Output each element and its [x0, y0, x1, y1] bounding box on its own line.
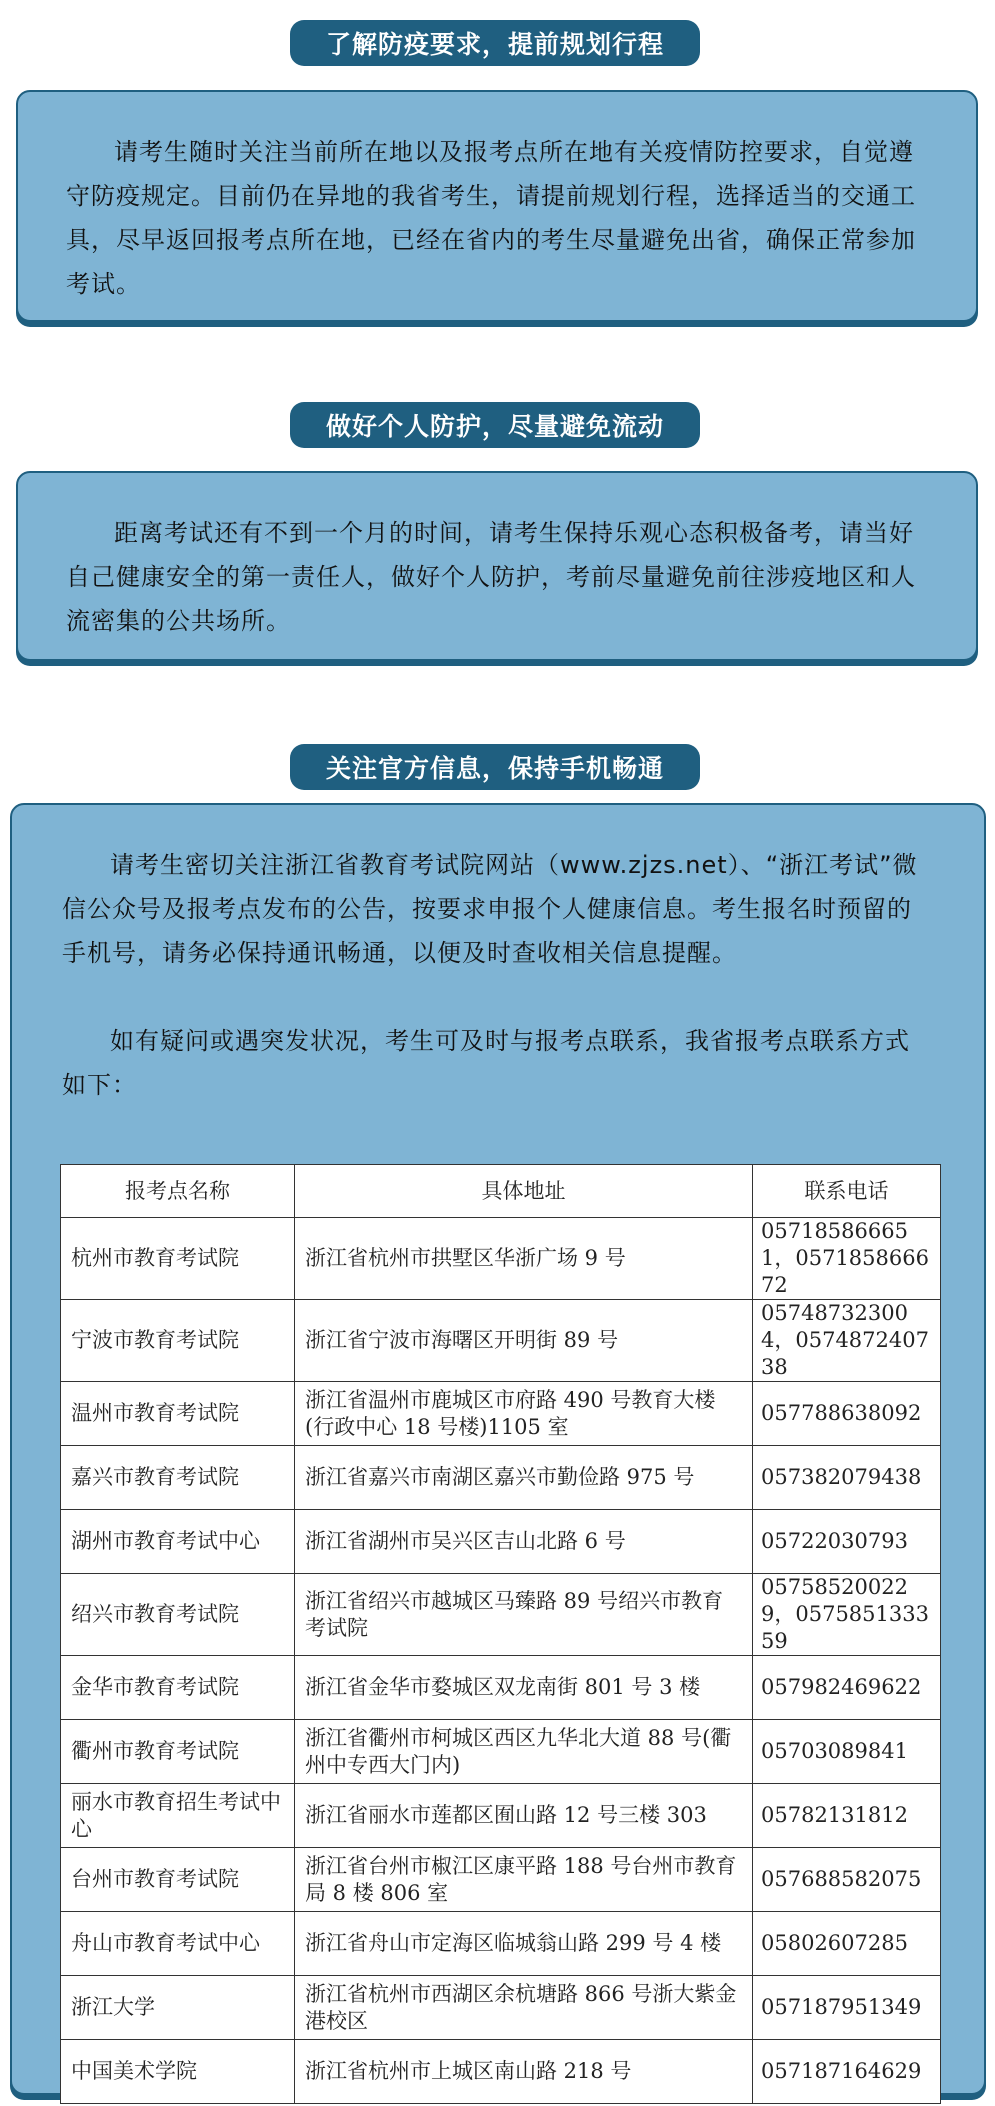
cell-phone: 057487323004，057487240738: [753, 1300, 941, 1382]
cell-name: 杭州市教育考试院: [61, 1218, 295, 1300]
cell-name: 中国美术学院: [61, 2040, 295, 2104]
table-row: [61, 1848, 941, 1912]
header-name: 报考点名称: [61, 1165, 295, 1218]
table-row: [61, 1510, 941, 1574]
cell-name: 丽水市教育招生考试中心: [61, 1784, 295, 1848]
table-row: [61, 1574, 941, 1656]
cell-name: 金华市教育考试院: [61, 1656, 295, 1720]
cell-name: 绍兴市教育考试院: [61, 1574, 295, 1656]
cell-phone: 057982469622: [753, 1656, 941, 1720]
cell-address: 浙江省温州市鹿城区市府路 490 号教育大楼(行政中心 18 号楼)1105 室: [295, 1382, 753, 1446]
section-box-3: [10, 803, 986, 2095]
section-2-paragraph: 距离考试还有不到一个月的时间，请考生保持乐观心态积极备考，请当好自己健康安全的第一责任人，做好个人防护，考前尽量避免前往涉疫地区和人流密集的公共场所。: [66, 519, 916, 635]
cell-name: 衢州市教育考试院: [61, 1720, 295, 1784]
cell-address: 浙江省金华市婺城区双龙南街 801 号 3 楼: [295, 1656, 753, 1720]
table-header-row: [61, 1165, 941, 1218]
section-title-1: 了解防疫要求，提前规划行程: [290, 20, 700, 66]
cell-phone: 057688582075: [753, 1848, 941, 1912]
header-address: 具体地址: [295, 1165, 753, 1218]
section-1-paragraph: 请考生随时关注当前所在地以及报考点所在地有关疫情防控要求，自觉遵守防疫规定。目前仍在异地的我省考生，请提前规划行程，选择适当的交通工具，尽早返回报考点所在地，已经在省内的考生尽量避免出省，确保正常参加考试。: [66, 138, 916, 298]
table-row: [61, 1218, 941, 1300]
cell-name: 湖州市教育考试中心: [61, 1510, 295, 1574]
cell-name: 舟山市教育考试中心: [61, 1912, 295, 1976]
cell-address: 浙江省绍兴市越城区马臻路 89 号绍兴市教育考试院: [295, 1574, 753, 1656]
section-box-2: [16, 471, 978, 661]
cell-address: 浙江省杭州市上城区南山路 218 号: [295, 2040, 753, 2104]
section-3-paragraph-1: 请考生密切关注浙江省教育考试院网站（www.zjzs.net）、“浙江考试”微信公众号及报考点发布的公告，按要求申报个人健康信息。考生报名时预留的手机号，请务必保持通讯畅通，以便及时查收相关信息提醒。: [62, 851, 918, 967]
cell-name: 浙江大学: [61, 1976, 295, 2040]
table-row: [61, 1784, 941, 1848]
table-row: [61, 1912, 941, 1976]
table-row: [61, 2040, 941, 2104]
cell-address: 浙江省丽水市莲都区囿山路 12 号三楼 303: [295, 1784, 753, 1848]
cell-name: 台州市教育考试院: [61, 1848, 295, 1912]
section-title-2: 做好个人防护，尽量避免流动: [290, 402, 700, 448]
cell-phone: 05782131812: [753, 1784, 941, 1848]
cell-phone: 057382079438: [753, 1446, 941, 1510]
table-row: [61, 1446, 941, 1510]
table-row: [61, 1656, 941, 1720]
cell-address: 浙江省宁波市海曙区开明街 89 号: [295, 1300, 753, 1382]
cell-address: 浙江省杭州市西湖区余杭塘路 866 号浙大紫金港校区: [295, 1976, 753, 2040]
contact-table: [60, 1164, 941, 2104]
cell-name: 宁波市教育考试院: [61, 1300, 295, 1382]
table-row: [61, 1382, 941, 1446]
cell-phone: 057788638092: [753, 1382, 941, 1446]
cell-name: 温州市教育考试院: [61, 1382, 295, 1446]
cell-phone: 05722030793: [753, 1510, 941, 1574]
cell-address: 浙江省嘉兴市南湖区嘉兴市勤俭路 975 号: [295, 1446, 753, 1510]
cell-phone: 057185866651，057185866672: [753, 1218, 941, 1300]
cell-address: 浙江省衢州市柯城区西区九华北大道 88 号(衢州中专西大门内): [295, 1720, 753, 1784]
table-row: [61, 1976, 941, 2040]
table-row: [61, 1720, 941, 1784]
header-phone: 联系电话: [753, 1165, 941, 1218]
cell-address: 浙江省湖州市吴兴区吉山北路 6 号: [295, 1510, 753, 1574]
section-box-1: [16, 90, 978, 322]
table-row: [61, 1300, 941, 1382]
cell-phone: 057187951349: [753, 1976, 941, 2040]
section-3-paragraph-2: 如有疑问或遇突发状况，考生可及时与报考点联系，我省报考点联系方式如下：: [62, 1027, 910, 1099]
cell-phone: 057585200229，057585133359: [753, 1574, 941, 1656]
cell-address: 浙江省舟山市定海区临城翁山路 299 号 4 楼: [295, 1912, 753, 1976]
cell-phone: 057187164629: [753, 2040, 941, 2104]
cell-phone: 05802607285: [753, 1912, 941, 1976]
cell-phone: 05703089841: [753, 1720, 941, 1784]
cell-name: 嘉兴市教育考试院: [61, 1446, 295, 1510]
cell-address: 浙江省台州市椒江区康平路 188 号台州市教育局 8 楼 806 室: [295, 1848, 753, 1912]
section-title-3: 关注官方信息，保持手机畅通: [290, 744, 700, 790]
cell-address: 浙江省杭州市拱墅区华浙广场 9 号: [295, 1218, 753, 1300]
